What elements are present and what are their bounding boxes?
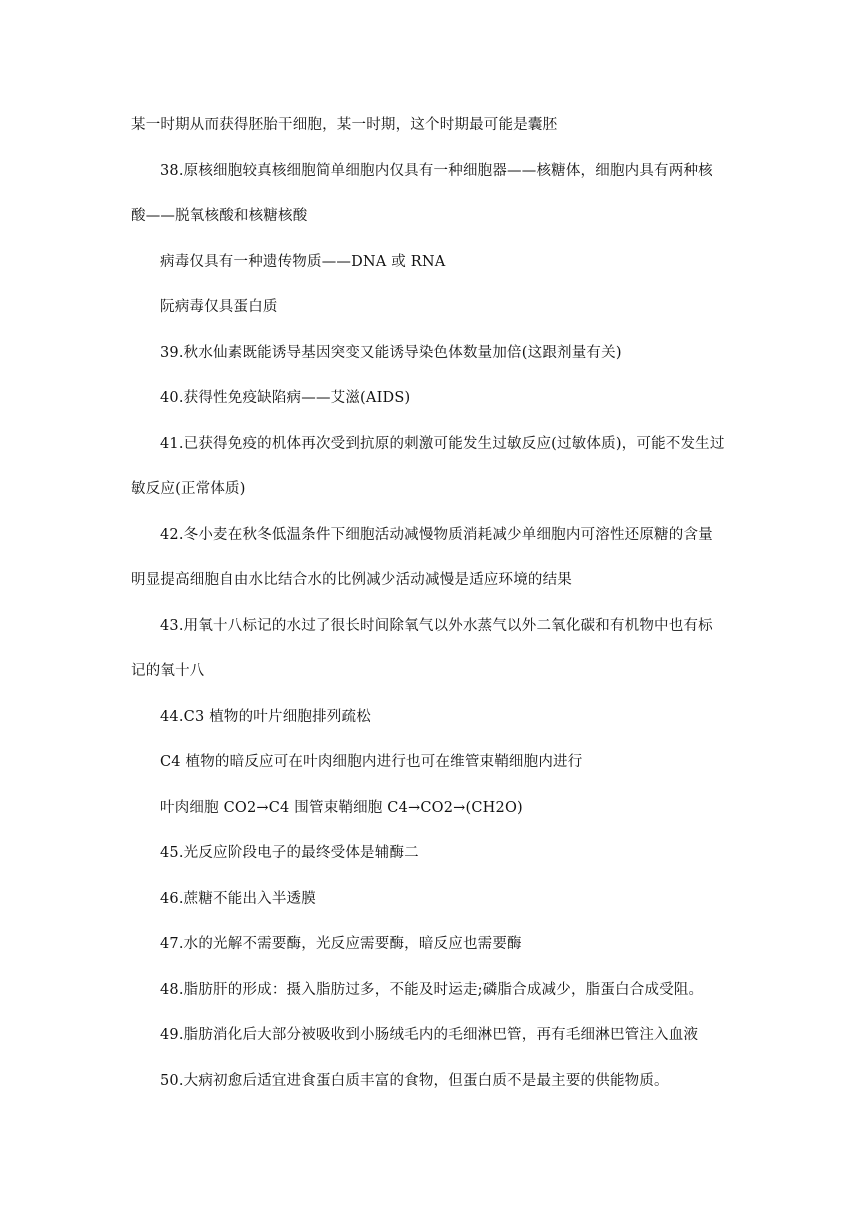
text-line: 明显提高细胞自由水比结合水的比例减少活动减慢是适应环境的结果 <box>131 572 572 588</box>
text-line: 38.原核细胞较真核细胞简单细胞内仅具有一种细胞器——核糖体，细胞内具有两种核 <box>160 163 713 179</box>
text-line: 敏反应(正常体质) <box>131 481 246 497</box>
text-line: 酸——脱氧核酸和核糖核酸 <box>131 208 308 224</box>
text-line: 42.冬小麦在秋冬低温条件下细胞活动减慢物质消耗减少单细胞内可溶性还原糖的含量 <box>160 527 713 543</box>
text-line: 47.水的光解不需要酶，光反应需要酶，暗反应也需要酶 <box>160 936 522 952</box>
text-line: 叶肉细胞 CO2→C4 围管束鞘细胞 C4→CO2→(CH2O) <box>160 800 523 816</box>
text-line: 阮病毒仅具蛋白质 <box>160 299 278 315</box>
text-line: 50.大病初愈后适宜进食蛋白质丰富的食物，但蛋白质不是最主要的供能物质。 <box>160 1073 669 1089</box>
text-line: 41.已获得免疫的机体再次受到抗原的刺激可能发生过敏反应(过敏体质)，可能不发生过 <box>160 436 725 452</box>
text-line: 病毒仅具有一种遗传物质——DNA 或 RNA <box>160 254 446 270</box>
text-line: 44.C3 植物的叶片细胞排列疏松 <box>160 709 371 725</box>
text-line: 46.蔗糖不能出入半透膜 <box>160 891 316 907</box>
text-line: 48.脂肪肝的形成：摄入脂肪过多，不能及时运走;磷脂合成减少，脂蛋白合成受阻。 <box>160 982 704 998</box>
text-line: 记的氧十八 <box>131 663 205 679</box>
text-line: 某一时期从而获得胚胎干细胞，某一时期，这个时期最可能是囊胚 <box>131 117 558 133</box>
text-line: 45.光反应阶段电子的最终受体是辅酶二 <box>160 845 419 861</box>
text-line: 39.秋水仙素既能诱导基因突变又能诱导染色体数量加倍(这跟剂量有关) <box>160 345 622 361</box>
text-line: 40.获得性免疫缺陷病——艾滋(AIDS) <box>160 390 411 406</box>
text-line: C4 植物的暗反应可在叶肉细胞内进行也可在维管束鞘细胞内进行 <box>160 754 583 770</box>
text-line: 49.脂肪消化后大部分被吸收到小肠绒毛内的毛细淋巴管，再有毛细淋巴管注入血液 <box>160 1027 699 1043</box>
text-line: 43.用氧十八标记的水过了很长时间除氧气以外水蒸气以外二氧化碳和有机物中也有标 <box>160 618 713 634</box>
